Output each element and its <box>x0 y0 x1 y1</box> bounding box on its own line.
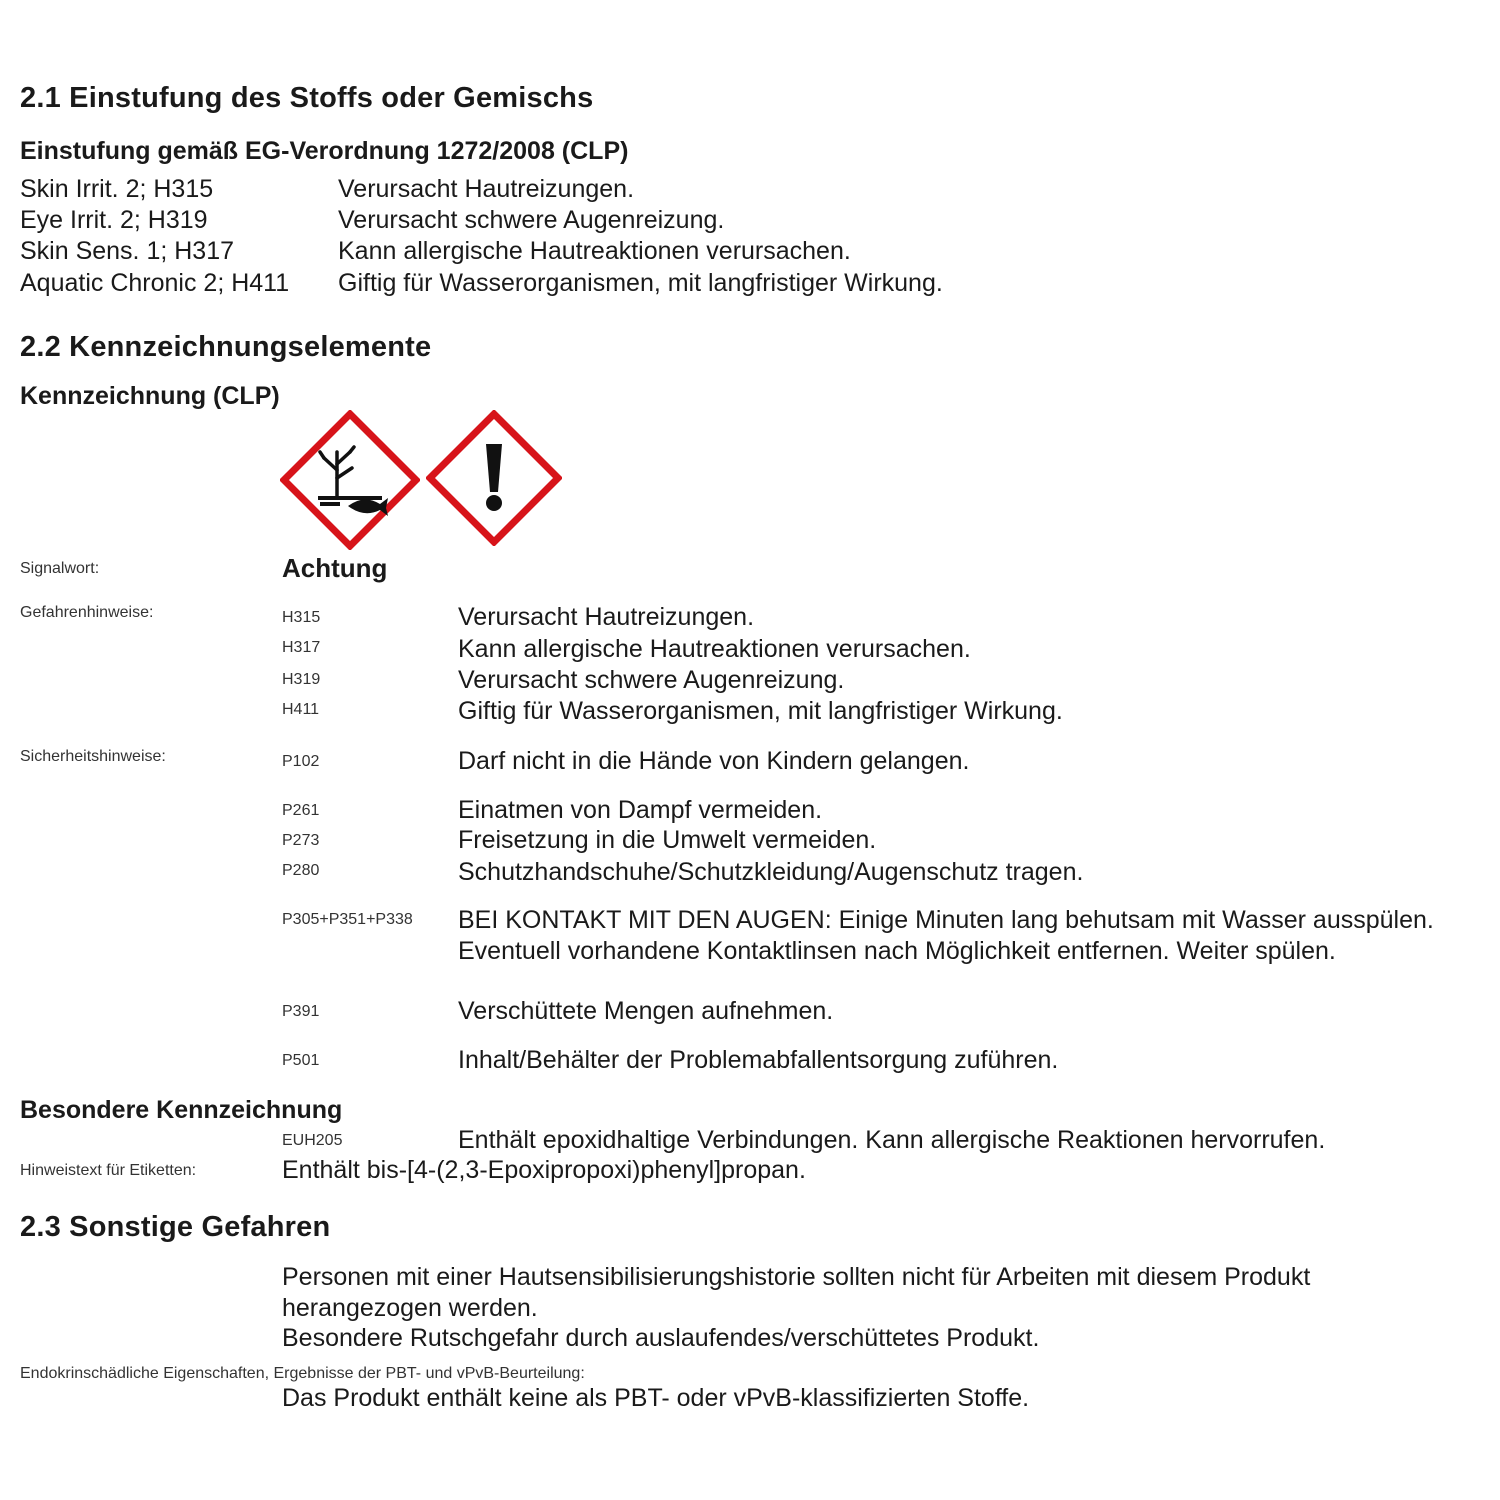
precaution-text: Inhalt/Behälter der Problemabfallentsorgung zuführen. <box>458 1046 1059 1074</box>
hazard-statements-label: Gefahrenhinweise: <box>20 604 154 621</box>
label-hint-text: Enthält bis-[4-(2,3-Epoxipropoxi)phenyl]propan. <box>282 1156 806 1184</box>
precaution-code: P273 <box>282 832 320 849</box>
label-hint-label: Hinweistext für Etiketten: <box>20 1162 197 1179</box>
hazard-code: H315 <box>282 609 321 626</box>
hazard-code: H411 <box>282 701 320 718</box>
endocrine-text: Das Produkt enthält keine als PBT- oder vPvB-klassifizierten Stoffe. <box>282 1384 1030 1412</box>
hazard-code: H317 <box>282 639 321 656</box>
precaution-code: P501 <box>282 1052 320 1069</box>
classification-text: Kann allergische Hautreaktionen verursachen. <box>338 237 851 265</box>
hazard-code: H319 <box>282 671 321 688</box>
euh-code: EUH205 <box>282 1132 343 1149</box>
precaution-code: P280 <box>282 862 320 879</box>
section-2-2-title: 2.2 Kennzeichnungselemente <box>20 331 432 363</box>
classification-text: Verursacht Hautreizungen. <box>338 175 635 203</box>
exclamation-hazard-icon <box>426 410 562 546</box>
precaution-code: P391 <box>282 1003 320 1020</box>
precaution-text: Freisetzung in die Umwelt vermeiden. <box>458 826 877 854</box>
special-labelling-title: Besondere Kennzeichnung <box>20 1096 343 1124</box>
precaution-text: Verschüttete Mengen aufnehmen. <box>458 997 834 1025</box>
precaution-text: Schutzhandschuhe/Schutzkleidung/Augenschutz tragen. <box>458 858 1084 886</box>
classification-code: Skin Irrit. 2; H315 <box>20 175 214 203</box>
section-2-2-subtitle: Kennzeichnung (CLP) <box>20 382 280 410</box>
section-2-3-title: 2.3 Sonstige Gefahren <box>20 1211 331 1243</box>
precaution-text: BEI KONTAKT MIT DEN AUGEN: Einige Minuten lang behutsam mit Wasser ausspülen. Eventuell vorhandene Kontaktlinsen nach Möglichkeit entfernen. Weiter spülen. <box>458 906 1434 965</box>
classification-code: Eye Irrit. 2; H319 <box>20 206 208 234</box>
classification-code: Skin Sens. 1; H317 <box>20 237 235 265</box>
hazard-text: Giftig für Wasserorganismen, mit langfristiger Wirkung. <box>458 697 1063 725</box>
classification-text: Giftig für Wasserorganismen, mit langfristiger Wirkung. <box>338 269 943 297</box>
endocrine-label: Endokrinschädliche Eigenschaften, Ergebnisse der PBT- und vPvB-Beurteilung: <box>20 1365 585 1382</box>
hazard-text: Verursacht schwere Augenreizung. <box>458 666 845 694</box>
hazard-text: Kann allergische Hautreaktionen verursachen. <box>458 635 971 663</box>
precaution-text: Darf nicht in die Hände von Kindern gelangen. <box>458 747 970 775</box>
precaution-code: P261 <box>282 802 320 819</box>
section-2-1-subtitle: Einstufung gemäß EG-Verordnung 1272/2008 (CLP) <box>20 137 629 165</box>
signal-word: Achtung <box>282 553 388 583</box>
precaution-code: P102 <box>282 753 320 770</box>
precautionary-statements-label: Sicherheitshinweise: <box>20 748 166 765</box>
euh-text: Enthält epoxidhaltige Verbindungen. Kann allergische Reaktionen hervorrufen. <box>458 1126 1326 1154</box>
signal-word-label: Signalwort: <box>20 560 100 577</box>
precaution-code: P305+P351+P338 <box>282 911 413 928</box>
classification-text: Verursacht schwere Augenreizung. <box>338 206 725 234</box>
precaution-text: Einatmen von Dampf vermeiden. <box>458 796 823 824</box>
environment-hazard-icon <box>280 410 420 550</box>
section-2-1-title: 2.1 Einstufung des Stoffs oder Gemischs <box>20 82 594 114</box>
hazard-text: Verursacht Hautreizungen. <box>458 603 755 631</box>
classification-code: Aquatic Chronic 2; H411 <box>20 269 290 297</box>
other-hazards-text: Personen mit einer Hautsensibilisierungshistorie sollten nicht für Arbeiten mit diesem Produkt herangezogen werden. <box>282 1263 1311 1322</box>
other-hazards-text: Besondere Rutschgefahr durch auslaufendes/verschüttetes Produkt. <box>282 1324 1040 1352</box>
